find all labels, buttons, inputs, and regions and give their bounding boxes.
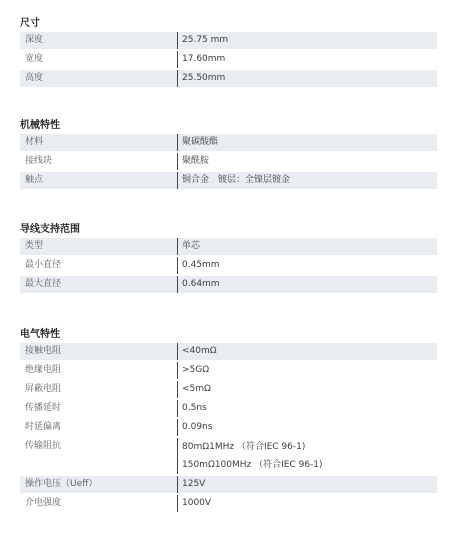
spec-row bbox=[20, 438, 437, 474]
spec-label: 宽度 bbox=[25, 54, 44, 64]
row-divider bbox=[177, 438, 178, 474]
row-divider bbox=[177, 172, 178, 189]
section-title: 电气特性 bbox=[20, 329, 60, 340]
spec-value: 1000V bbox=[182, 498, 212, 508]
spec-value: 25.75 mm bbox=[182, 35, 229, 45]
spec-row bbox=[20, 51, 437, 68]
row-divider bbox=[177, 134, 178, 151]
row-divider bbox=[177, 32, 178, 49]
spec-row bbox=[20, 400, 437, 417]
section-mechanical bbox=[20, 119, 437, 191]
spec-row bbox=[20, 381, 437, 398]
row-divider bbox=[177, 476, 178, 493]
spec-label: 深度 bbox=[25, 35, 44, 45]
spec-value: 0.09ns bbox=[182, 422, 213, 432]
spec-label: 最小直径 bbox=[25, 260, 62, 270]
spec-value-multiline bbox=[182, 438, 323, 474]
row-divider bbox=[177, 419, 178, 436]
spec-row bbox=[20, 495, 437, 512]
spec-value: 0.5ns bbox=[182, 403, 207, 413]
spec-label: 操作电压（Ueff） bbox=[25, 479, 98, 489]
spec-label: 绝缘电阻 bbox=[25, 365, 62, 375]
spec-row bbox=[20, 153, 437, 170]
spec-value: <40mΩ bbox=[182, 346, 217, 356]
section-dimensions bbox=[20, 17, 437, 89]
spec-row bbox=[20, 362, 437, 379]
row-divider bbox=[177, 495, 178, 512]
section-wire-support bbox=[20, 223, 437, 295]
spec-label: 材料 bbox=[25, 137, 44, 147]
spec-row bbox=[20, 343, 437, 360]
spec-row bbox=[20, 419, 437, 436]
spec-value-line: 150mΩ100MHz （符合IEC 96-1) bbox=[182, 460, 323, 470]
spec-value: >5GΩ bbox=[182, 365, 210, 375]
spec-label: 时延偏离 bbox=[25, 422, 62, 432]
spec-value: 25.50mm bbox=[182, 73, 226, 83]
spec-label: 接线块 bbox=[25, 156, 53, 166]
section-title: 导线支持范围 bbox=[20, 224, 80, 235]
spec-row bbox=[20, 276, 437, 293]
row-divider bbox=[177, 276, 178, 293]
row-divider bbox=[177, 400, 178, 417]
spec-value: <5mΩ bbox=[182, 384, 211, 394]
row-divider bbox=[177, 343, 178, 360]
spec-value: 聚碳酸酯 bbox=[182, 137, 219, 147]
row-divider bbox=[177, 153, 178, 170]
spec-label: 最大直径 bbox=[25, 279, 62, 289]
spec-row bbox=[20, 134, 437, 151]
spec-label: 介电强度 bbox=[25, 498, 62, 508]
row-divider bbox=[177, 381, 178, 398]
spec-row bbox=[20, 476, 437, 493]
spec-value-line: 80mΩ1MHz （符合IEC 96-1) bbox=[182, 442, 306, 452]
spec-row bbox=[20, 172, 437, 189]
spec-row bbox=[20, 257, 437, 274]
spec-value: 0.45mm bbox=[182, 260, 220, 270]
spec-value: 铜合金 镀层：全镍层镀金 bbox=[182, 175, 291, 185]
section-title: 机械特性 bbox=[20, 120, 60, 131]
spec-label: 触点 bbox=[25, 175, 44, 185]
spec-value: 17.60mm bbox=[182, 54, 226, 64]
row-divider bbox=[177, 51, 178, 68]
spec-row bbox=[20, 238, 437, 255]
spec-label: 高度 bbox=[25, 73, 44, 83]
row-divider bbox=[177, 238, 178, 255]
spec-value: 0.64mm bbox=[182, 279, 220, 289]
spec-value: 聚酰胺 bbox=[182, 156, 210, 166]
spec-label: 传输阻抗 bbox=[25, 441, 62, 451]
row-divider bbox=[177, 70, 178, 87]
spec-label: 屏蔽电阻 bbox=[25, 384, 62, 394]
section-title: 尺寸 bbox=[20, 18, 40, 29]
section-electrical bbox=[20, 328, 437, 514]
spec-label: 接触电阻 bbox=[25, 346, 62, 356]
spec-value: 125V bbox=[182, 479, 206, 489]
spec-label: 类型 bbox=[25, 241, 44, 251]
spec-label: 传播延时 bbox=[25, 403, 62, 413]
spec-value: 单芯 bbox=[182, 241, 201, 251]
row-divider bbox=[177, 362, 178, 379]
spec-row bbox=[20, 70, 437, 87]
spec-row bbox=[20, 32, 437, 49]
row-divider bbox=[177, 257, 178, 274]
